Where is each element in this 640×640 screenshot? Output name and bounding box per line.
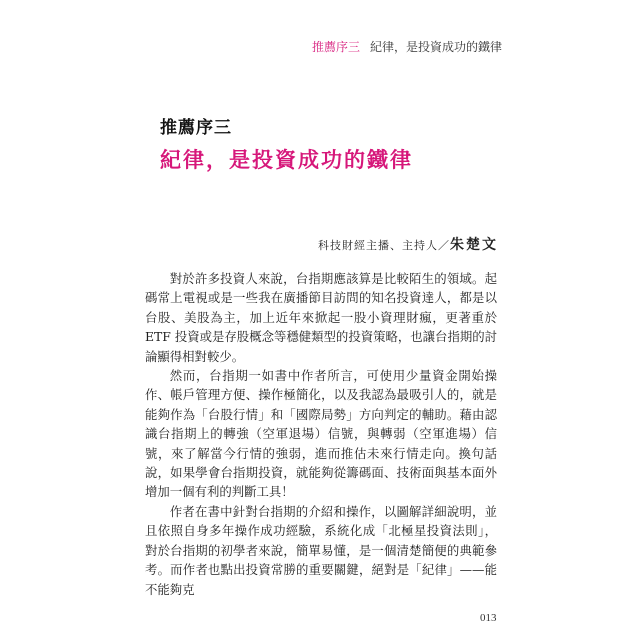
author-name: 朱楚文 xyxy=(450,237,498,253)
paragraph: 對於許多投資人來說，台指期應該算是比較陌生的領域。起碼常上電視或是一些我在廣播節目訪問的知名投資達人，都是以台股、美股為主，加上近年來掀起一股小資理財瘋，更著重於 ETF 投資或是存股概念等穩健類型的投資策略，也讓台指期的討論顯得相對較少。 xyxy=(145,271,498,364)
paragraph: 作者在書中針對台指期的介紹和操作，以圖解詳細說明，並且依照自身多年操作成功經驗，系統化成「北極星投資法則」，對於台指期的初學者來說，簡單易懂，是一個清楚簡便的典範參考。而作者也點出投資常勝的重要關鍵，絕對是「紀律」——能不能夠克 xyxy=(145,503,497,597)
page-number: 013 xyxy=(480,612,497,624)
body-text xyxy=(145,269,497,599)
chapter-title: 紀律，是投資成功的鐵律 xyxy=(160,147,413,172)
running-header-section: 推薦序三 xyxy=(311,40,360,54)
author-role: 科技財經主播、主持人／ xyxy=(318,239,450,252)
section-label: 推薦序三 xyxy=(160,118,232,138)
running-header xyxy=(312,40,502,54)
running-header-title: 紀律，是投資成功的鐵律 xyxy=(369,40,502,54)
byline xyxy=(318,234,498,254)
paragraph: 然而，台指期一如書中作者所言，可使用少量資金開始操作、帳戶管理方便、操作極簡化，以及我認為最吸引人的，就是能夠作為「台股行情」和「國際局勢」方向判定的輔助。藉由認識台指期上的轉強（空軍退場）信號，與轉弱（空軍進場）信號，來了解當今行情的強弱，進而推估未來行情走向。換句話說，如果學會台指期投資，就能夠從籌碼面、技術面與基本面外增加一個有利的判斷工具！ xyxy=(145,368,497,500)
